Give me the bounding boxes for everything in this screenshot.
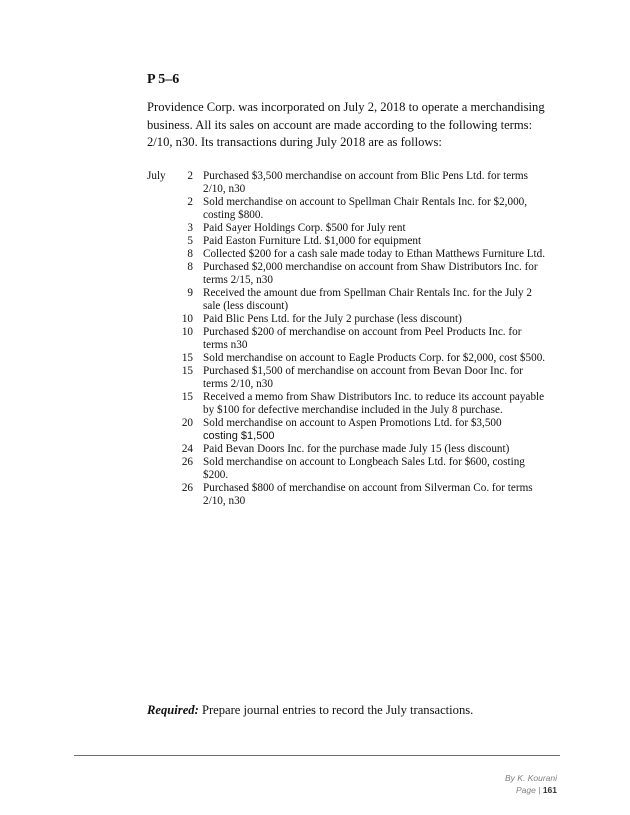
- transaction-description: [193, 170, 547, 196]
- transaction-description: [193, 391, 547, 417]
- required-label: Required:: [147, 703, 199, 717]
- transaction-description-text: Purchased $200 of merchandise on account from Peel Products Inc. for terms n30: [203, 326, 522, 351]
- transaction-row: [147, 365, 547, 391]
- transaction-day: 26: [181, 456, 193, 468]
- transaction-day: 3: [187, 222, 193, 234]
- transaction-month: July: [147, 170, 166, 182]
- footer-author: By K. Kourani: [505, 773, 557, 783]
- transaction-day: 8: [187, 261, 193, 273]
- transaction-description-text: Sold merchandise on account to Eagle Products Corp. for $2,000, cost $500.: [203, 352, 546, 364]
- transaction-row: [147, 222, 547, 235]
- transaction-row: [147, 326, 547, 352]
- transaction-row: [147, 170, 547, 196]
- transaction-row: [147, 391, 547, 417]
- transaction-row: [147, 482, 547, 508]
- transaction-description-text: Collected $200 for a cash sale made today to Ethan Matthews Furniture Ltd.: [203, 248, 546, 260]
- transaction-day: 10: [181, 313, 193, 325]
- problem-heading: P 5–6: [147, 72, 180, 87]
- transaction-description-text: Purchased $800 of merchandise on account from Silverman Co. for terms 2/10, n30: [203, 482, 533, 507]
- transaction-day: 20: [181, 417, 193, 429]
- transaction-description: [193, 456, 547, 482]
- transaction-description-text: Purchased $3,500 merchandise on account from Blic Pens Ltd. for terms 2/10, n30: [203, 170, 528, 195]
- transaction-description: [193, 365, 547, 391]
- transaction-day: 5: [187, 235, 193, 247]
- transaction-row: [147, 196, 547, 222]
- transaction-description-text: Sold merchandise on account to Aspen Promotions Ltd. for $3,500: [203, 417, 502, 429]
- transaction-day: 24: [181, 443, 193, 455]
- transaction-description: [193, 261, 547, 287]
- transaction-description-text: Purchased $1,500 of merchandise on account from Bevan Door Inc. for terms 2/10, n30: [203, 365, 523, 390]
- transaction-description: [193, 222, 547, 235]
- transaction-row: [147, 313, 547, 326]
- transaction-row: [147, 443, 547, 456]
- transaction-day: 9: [187, 287, 193, 299]
- transaction-description: [193, 352, 547, 365]
- transaction-description-text: Sold merchandise on account to Spellman Chair Rentals Inc. for $2,000, costing $800.: [203, 196, 528, 221]
- transaction-description: [193, 326, 547, 352]
- transaction-row: [147, 235, 547, 248]
- transaction-day: 15: [181, 352, 193, 364]
- transaction-day: 2: [187, 170, 193, 182]
- transaction-description-text: Paid Easton Furniture Ltd. $1,000 for equipment: [203, 235, 422, 247]
- problem-intro: Providence Corp. was incorporated on July 2, 2018 to operate a merchandising business. All its sales on account are made according to the following terms: 2/10, n30. Its transactions during July 2018 are as follows:: [147, 100, 545, 149]
- transaction-description-extra: costing $1,500: [203, 430, 275, 442]
- transaction-description-text: Paid Sayer Holdings Corp. $500 for July rent: [203, 222, 406, 234]
- transaction-list: [147, 170, 547, 508]
- transaction-description-text: Purchased $2,000 merchandise on account from Shaw Distributors Inc. for terms 2/15, n30: [203, 261, 538, 286]
- transaction-description-text: Sold merchandise on account to Longbeach Sales Ltd. for $600, costing $200.: [203, 456, 525, 481]
- transaction-description: [193, 417, 547, 443]
- transaction-row: [147, 417, 547, 443]
- transaction-description: [193, 248, 547, 261]
- transaction-description-text: Paid Blic Pens Ltd. for the July 2 purchase (less discount): [203, 313, 462, 325]
- transaction-description: [193, 313, 547, 326]
- footer-rule: [74, 755, 560, 756]
- transaction-row: [147, 248, 547, 261]
- transaction-description: [193, 196, 547, 222]
- transaction-description: [193, 287, 547, 313]
- transaction-row: [147, 287, 547, 313]
- transaction-description-text: Received the amount due from Spellman Chair Rentals Inc. for the July 2 sale (less discount): [203, 287, 533, 312]
- transaction-description: [193, 235, 547, 248]
- transaction-day: 15: [181, 391, 193, 403]
- transaction-row: [147, 352, 547, 365]
- transaction-day: 2: [187, 196, 193, 208]
- transaction-day: 15: [181, 365, 193, 377]
- required-instruction: [147, 703, 473, 718]
- transaction-description: [193, 443, 547, 456]
- transaction-day: 10: [181, 326, 193, 338]
- transaction-row: [147, 261, 547, 287]
- footer-page-label: Page |: [516, 785, 541, 795]
- required-text: Prepare journal entries to record the July transactions.: [201, 703, 474, 717]
- transaction-row: [147, 456, 547, 482]
- transaction-description-text: Received a memo from Shaw Distributors Inc. to reduce its account payable by $100 for defective merchandise included in the July 8 purchase.: [203, 391, 545, 416]
- transaction-day: 8: [187, 248, 193, 260]
- footer-page: [516, 785, 557, 795]
- transaction-description: [193, 482, 547, 508]
- transaction-day: 26: [181, 482, 193, 494]
- transaction-description-text: Paid Bevan Doors Inc. for the purchase made July 15 (less discount): [203, 443, 510, 455]
- footer-page-number: 161: [542, 785, 557, 795]
